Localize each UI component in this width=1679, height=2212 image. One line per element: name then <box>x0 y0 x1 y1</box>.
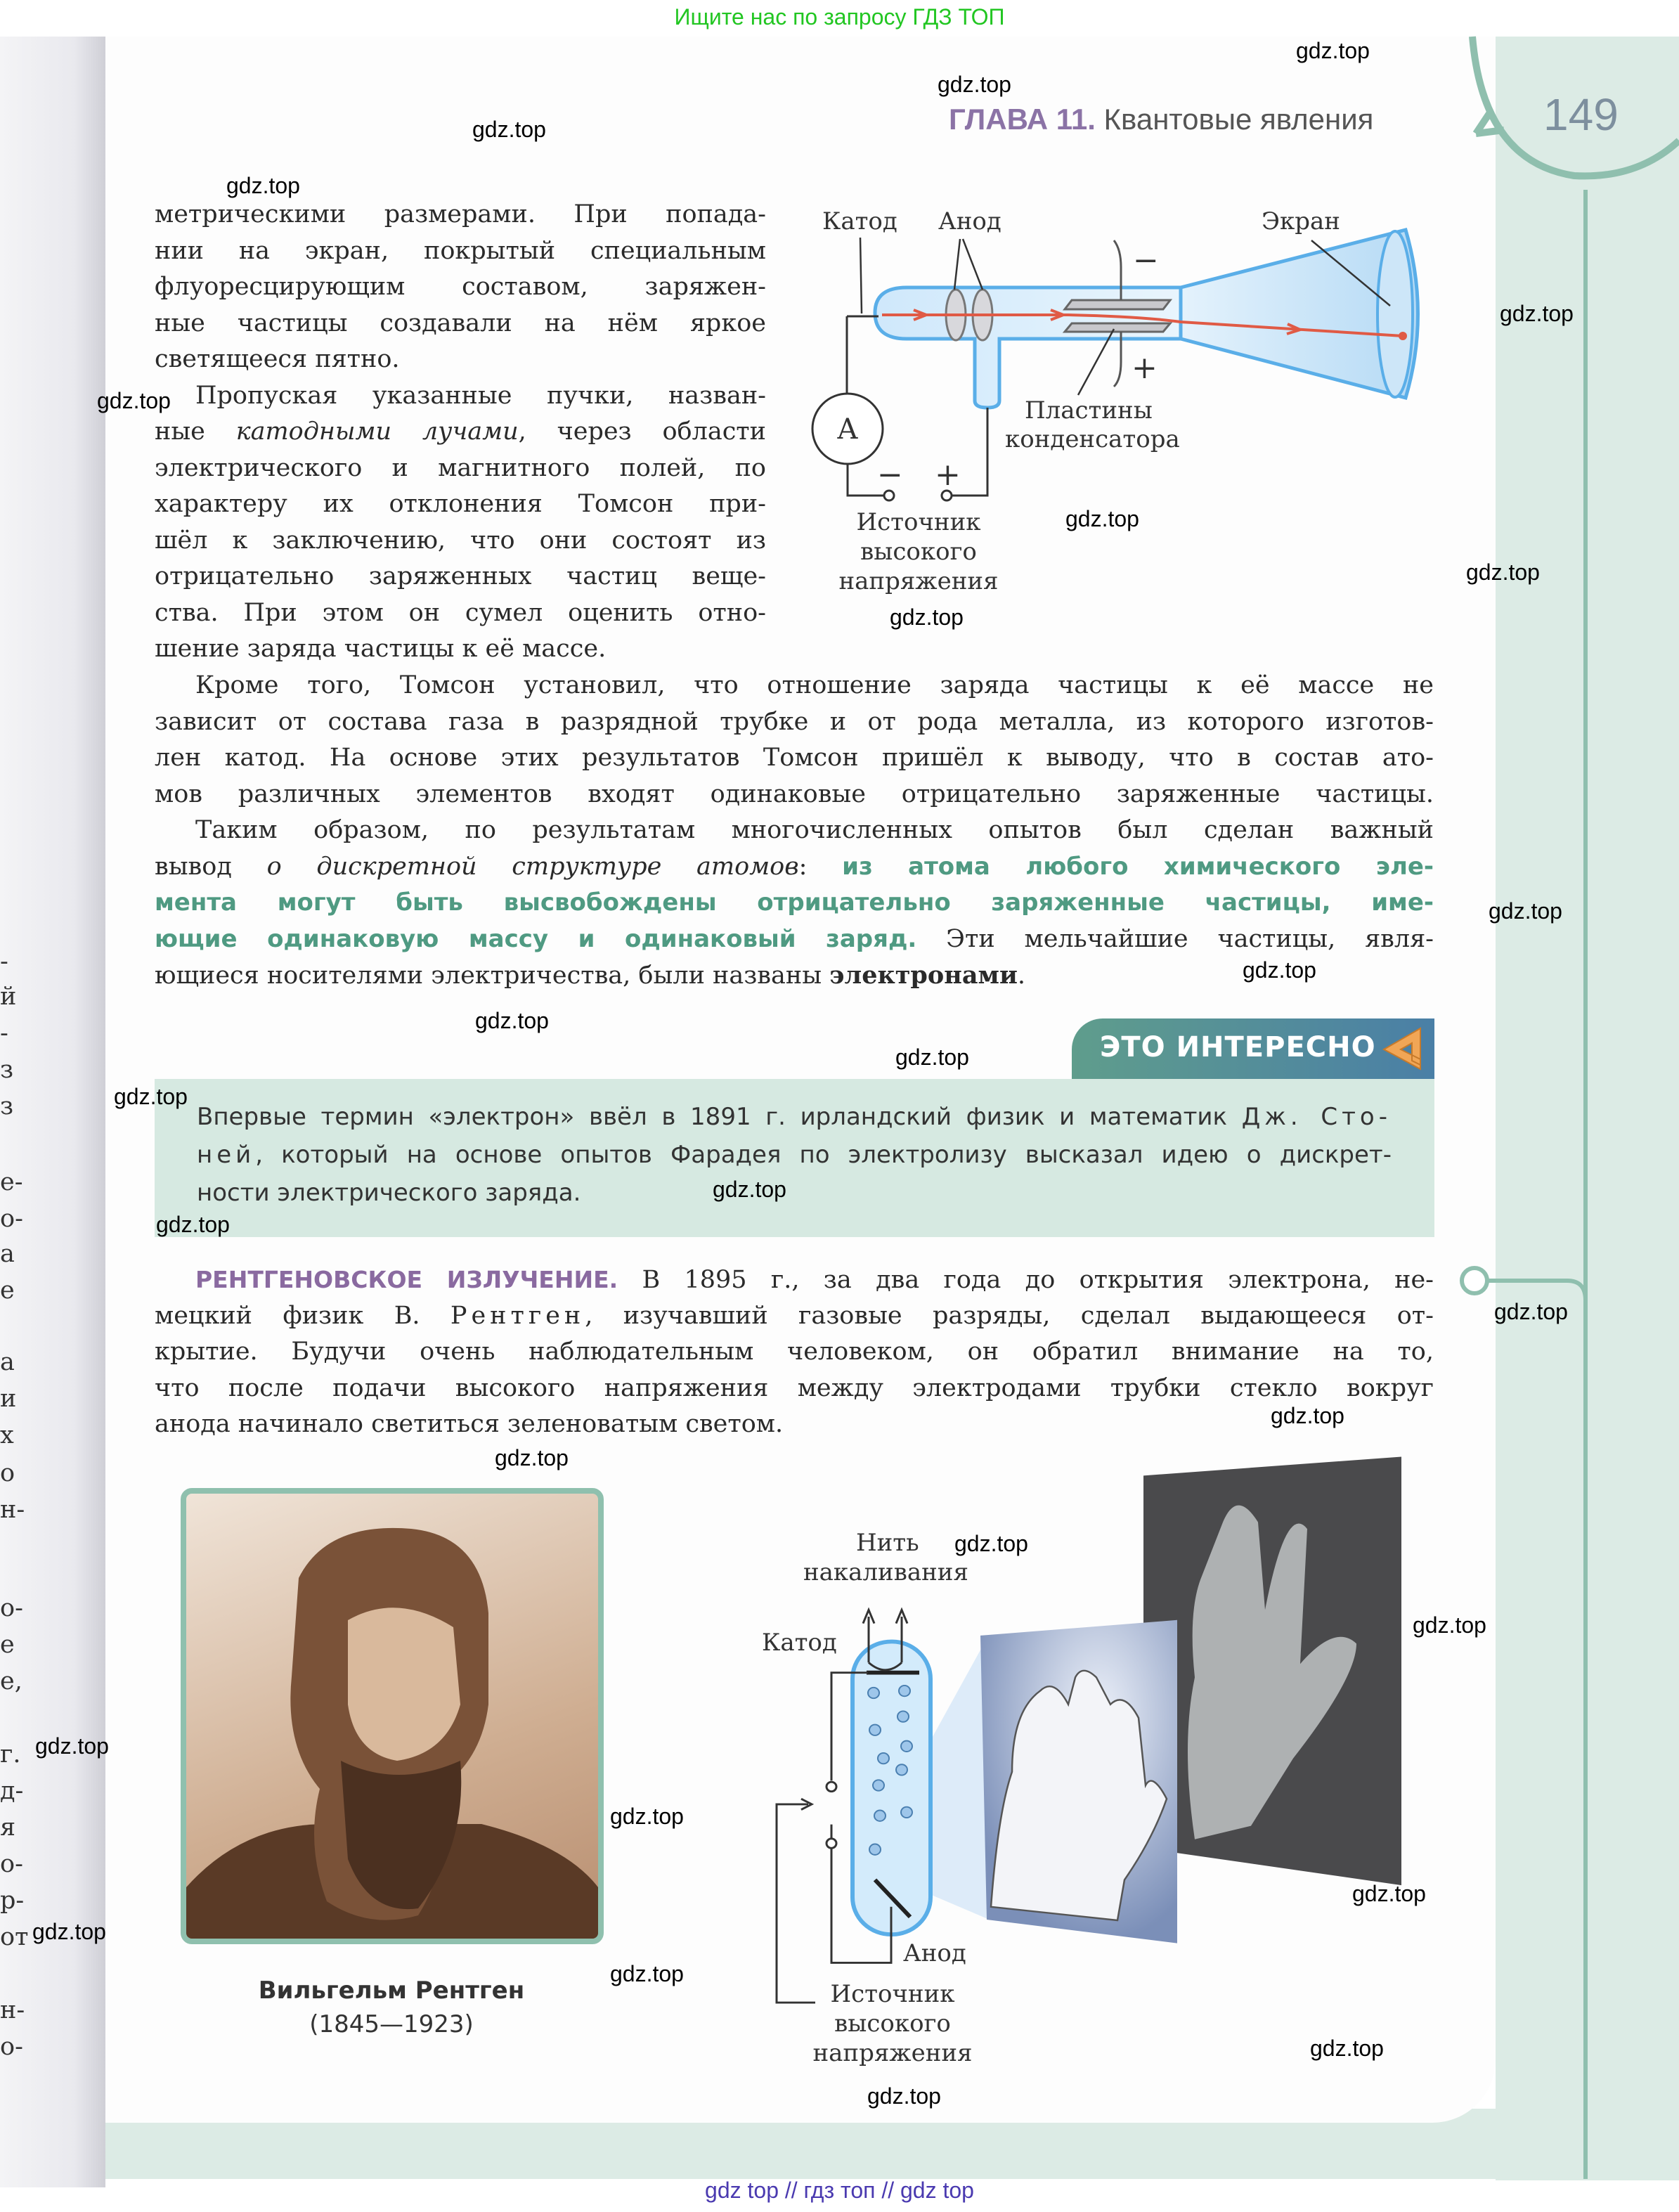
text-line <box>195 378 766 415</box>
text-segment: Впервые термин «электрон» ввёл в 1891 г. ирландский физик и математик <box>197 1103 1242 1131</box>
crt-source-3: напряжения <box>838 567 999 595</box>
text-segment: мента могут быть высвобождены отрицательно заряженные частицы, име- <box>155 888 1434 917</box>
watermark: gdz.top <box>895 1044 969 1070</box>
chapter-header <box>949 103 1373 136</box>
label-anode: Анод <box>938 207 1001 235</box>
watermark: gdz.top <box>1065 506 1139 531</box>
text-line <box>155 559 766 595</box>
text-line <box>155 486 766 523</box>
text-segment: вывод <box>155 852 267 881</box>
watermark: gdz.top <box>1310 2036 1384 2061</box>
text-segment: отрицательно заряженных частиц веще- <box>155 562 766 590</box>
text-line <box>155 777 1434 813</box>
impossible-triangle-icon <box>1380 1026 1426 1072</box>
text-segment: ные <box>155 418 236 446</box>
text-segment: о дискретной структуре атомов <box>266 852 799 881</box>
text-segment: Рентген <box>450 1301 585 1330</box>
text-segment: шёл к заключению, что они состоят из <box>155 526 766 555</box>
margin-fragment: д- <box>0 1777 24 1805</box>
margin-fragment: о- <box>0 1205 23 1233</box>
text-segment: мецкий физик В. <box>155 1301 450 1330</box>
text-line <box>155 849 1434 886</box>
watermark: gdz.top <box>1494 1299 1568 1324</box>
text-segment: . <box>1017 962 1026 990</box>
text-segment: ней <box>197 1141 256 1169</box>
watermark: gdz.top <box>1466 560 1540 585</box>
text-segment: , через области <box>518 418 766 446</box>
crt-source-2: высокого <box>860 538 977 566</box>
text-segment: Кроме того, Томсон установил, что отношение заряда частицы к её массе не <box>195 671 1434 699</box>
margin-fragment: о- <box>0 1594 23 1622</box>
text-line <box>155 885 1434 921</box>
text-segment: из атома любого химического эле- <box>842 852 1434 881</box>
text-line <box>155 921 1434 958</box>
text-line <box>195 1262 1434 1298</box>
text-segment: характеру их отклонения Томсон при- <box>155 490 766 518</box>
watermark: gdz.top <box>610 1961 684 1986</box>
margin-fragment: р- <box>0 1887 25 1915</box>
label-filament-2: накаливания <box>803 1558 968 1586</box>
text-segment: ства. При этом он сумел оценить отно- <box>155 598 766 627</box>
watermark: gdz.top <box>32 1919 106 1944</box>
text-line <box>197 1136 1392 1174</box>
margin-fragment: й <box>0 983 17 1011</box>
text-segment: мов различных элементов входят одинаковые отрицательно заряженные частицы. <box>155 780 1434 808</box>
page-number: 149 <box>1543 89 1619 140</box>
portrait-roentgen <box>181 1488 604 1944</box>
label-source-xray-1: Источник <box>830 1980 955 2008</box>
margin-fragment: е <box>0 1631 15 1659</box>
text-segment: светящееся пятно. <box>155 345 400 373</box>
text-line <box>195 813 1434 849</box>
margin-fragment: а <box>0 1348 15 1376</box>
watermark: gdz.top <box>1489 898 1562 924</box>
watermark: gdz.top <box>890 604 964 630</box>
watermark: gdz.top <box>475 1008 549 1033</box>
text-segment: катодными лучами <box>235 418 519 446</box>
text-segment: электронами <box>829 961 1018 990</box>
portrait-image <box>186 1494 598 1939</box>
watermark: gdz.top <box>938 72 1011 97</box>
text-line <box>155 595 766 632</box>
terminal-plus: + <box>935 457 961 493</box>
label-source-xray-2: высокого <box>834 2010 951 2038</box>
footer-watermark: gdz top // гдз топ // gdz top <box>705 2178 974 2203</box>
crt-source-1: Источник <box>856 508 981 536</box>
margin-fragment: з <box>0 1092 14 1120</box>
label-cathode-xray: Катод <box>762 1629 837 1657</box>
watermark: gdz.top <box>1352 1881 1426 1906</box>
margin-decoration <box>1462 37 1679 2179</box>
margin-fragment: е <box>0 1276 15 1305</box>
margin-fragment: а <box>0 1240 15 1268</box>
text-segment: что после подачи высокого напряжения между электродами трубки стекло вокруг <box>155 1373 1434 1402</box>
text-segment: Эти мельчайшие частицы, явля- <box>916 924 1434 953</box>
margin-fragment: н- <box>0 1996 25 2024</box>
text-line <box>155 451 766 487</box>
interesting-tab <box>1072 1018 1434 1079</box>
portrait-years: (1845—1923) <box>309 2010 474 2038</box>
text-segment: шение заряда частицы к её массе. <box>155 635 607 663</box>
margin-fragment: и <box>0 1385 17 1413</box>
plate-plus-sign: + <box>1132 350 1158 386</box>
margin-fragment: от <box>0 1923 29 1951</box>
label-cathode: Катод <box>822 207 897 235</box>
text-segment: ные частицы создавали на нём яркое <box>155 309 766 337</box>
text-line <box>155 1406 783 1443</box>
text-segment: крытие. Будучи очень наблюдательным человеком, он обратил внимание на то, <box>155 1338 1434 1366</box>
margin-fragment: о <box>0 1459 15 1487</box>
label-filament-1: Нить <box>856 1529 919 1557</box>
text-line <box>155 342 400 378</box>
text-segment: , изучавший газовые разряды, сделал выдающееся от- <box>585 1301 1434 1330</box>
label-plates-2: конденсатора <box>1005 425 1180 453</box>
interesting-text <box>197 1098 1392 1212</box>
watermark: gdz.top <box>1271 1403 1344 1428</box>
margin-fragment: е, <box>0 1667 22 1695</box>
text-segment: ющие одинаковую массу и одинаковый заряд. <box>155 924 917 953</box>
text-segment: Дж. Сто- <box>1241 1103 1392 1131</box>
label-plates-1: Пластины <box>1025 396 1153 425</box>
text-line <box>155 704 1434 741</box>
watermark: gdz.top <box>97 388 171 413</box>
watermark: gdz.top <box>472 117 546 142</box>
text-segment: Пропуская указанные пучки, назван- <box>195 381 766 410</box>
ammeter-symbol: A <box>837 413 858 446</box>
text-line <box>155 1298 1434 1335</box>
xray-section-text <box>155 1262 1434 1443</box>
text-line <box>155 631 606 668</box>
plate-minus-sign: − <box>1133 242 1159 278</box>
left-column-text <box>155 197 766 668</box>
text-segment: ности электрического заряда. <box>197 1179 581 1207</box>
watermark: gdz.top <box>35 1733 109 1759</box>
watermark: gdz.top <box>114 1084 188 1109</box>
text-line <box>155 306 766 342</box>
text-segment: : <box>798 852 843 881</box>
xray-tube-diagram <box>762 1456 1401 2067</box>
label-source-xray-3: напряжения <box>812 2039 973 2067</box>
text-line <box>155 523 766 560</box>
margin-fragment: о- <box>0 2033 23 2061</box>
text-segment: электрического и магнитного полей, по <box>155 453 766 482</box>
watermark: gdz.top <box>713 1177 786 1202</box>
margin-fragment: е- <box>0 1168 23 1196</box>
margin-fragment: х <box>0 1421 14 1449</box>
terminal-minus: − <box>877 457 903 493</box>
main-text <box>155 668 1434 994</box>
margin-fragment: я <box>0 1813 16 1842</box>
text-segment: В 1895 г., за два года до открытия электрона, не- <box>618 1266 1434 1294</box>
margin-fragment: н- <box>0 1496 25 1524</box>
text-line <box>155 233 766 270</box>
text-line <box>197 1098 1392 1136</box>
cathode-ray-tube-diagram <box>812 207 1418 595</box>
portrait-name: Вильгельм Рентген <box>258 1977 525 2005</box>
margin-fragment: - <box>0 1019 8 1047</box>
margin-fragment: г. <box>0 1740 21 1768</box>
watermark: gdz.top <box>1413 1612 1486 1638</box>
chapter-title: Квантовые явления <box>1103 103 1374 136</box>
text-segment: , который на основе опытов Фарадея по электролизу высказал идею о дискрет- <box>255 1141 1392 1169</box>
text-segment: лен катод. На основе этих результатов Томсон пришёл к выводу, что в состав ато- <box>155 744 1434 772</box>
watermark: gdz.top <box>1500 301 1574 326</box>
watermark: gdz.top <box>156 1212 230 1237</box>
watermark: gdz.top <box>867 2083 941 2109</box>
watermark: gdz.top <box>954 1531 1028 1556</box>
label-anode-xray: Анод <box>903 1939 966 1967</box>
label-screen: Экран <box>1262 207 1340 235</box>
text-segment: метрическими размерами. При попада- <box>155 200 766 228</box>
search-banner: Ищите нас по запросу ГДЗ ТОП <box>674 4 1005 30</box>
watermark: gdz.top <box>495 1445 569 1470</box>
text-segment: зависит от состава газа в разрядной трубке и от рода металла, из которого изготов- <box>155 707 1434 736</box>
text-line <box>195 668 1434 704</box>
text-line <box>155 414 766 451</box>
text-line <box>155 957 1025 994</box>
watermark: gdz.top <box>1296 38 1370 63</box>
text-line <box>197 1174 581 1212</box>
text-line <box>155 1334 1434 1371</box>
watermark: gdz.top <box>1243 957 1316 983</box>
text-segment: флуоресцирующим составом, заряжен- <box>155 273 766 301</box>
text-segment: РЕНТГЕНОВСКОЕ ИЗЛУЧЕНИЕ. <box>195 1266 618 1293</box>
text-line <box>155 1371 1434 1407</box>
text-segment: ющиеся носителями электричества, были названы <box>155 962 830 990</box>
text-segment: Таким образом, по результатам многочисленных опытов был сделан важный <box>195 816 1434 844</box>
text-line <box>155 269 766 306</box>
chapter-number: ГЛАВА 11. <box>949 103 1096 136</box>
text-segment: анода начинало светиться зеленоватым светом. <box>155 1410 784 1438</box>
text-segment: нии на экран, покрытый специальным <box>155 236 766 265</box>
text-line <box>155 197 766 233</box>
margin-fragment: о- <box>0 1850 23 1878</box>
watermark: gdz.top <box>226 173 300 198</box>
text-line <box>155 740 1434 777</box>
margin-fragment: - <box>0 947 8 976</box>
watermark: gdz.top <box>610 1804 684 1829</box>
interesting-title: ЭТО ИНТЕРЕСНО <box>1100 1031 1376 1063</box>
margin-fragment: з <box>0 1056 14 1084</box>
